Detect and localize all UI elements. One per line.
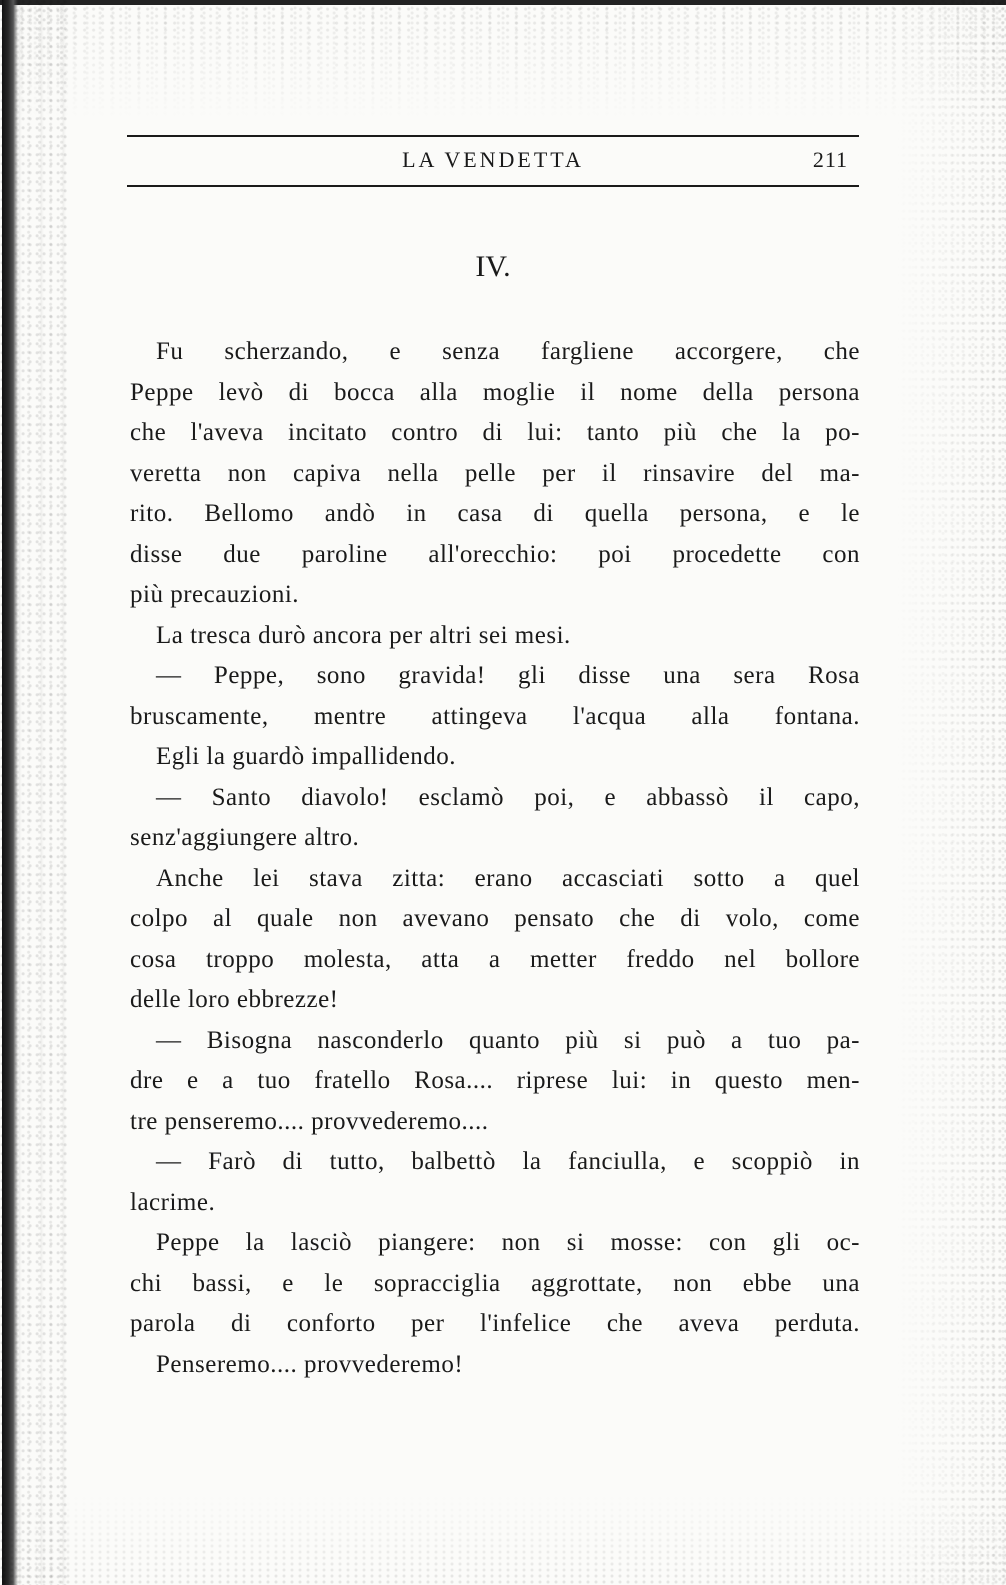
text-line: veretta non capiva nella pelle per il rinsavire del ma- bbox=[130, 459, 860, 487]
scan-top-edge bbox=[0, 0, 1006, 5]
running-title: LA VENDETTA bbox=[402, 147, 584, 172]
text-line: tre penseremo.... provvederemo.... bbox=[130, 1107, 489, 1135]
text-line: — Peppe, sono gravida! gli disse una sera Rosa bbox=[156, 662, 860, 689]
scan-speckle-top bbox=[0, 0, 1006, 120]
text-line: Peppe levò di bocca alla moglie il nome della persona bbox=[130, 378, 860, 406]
text-line: più precauzioni. bbox=[130, 581, 300, 608]
chapter-heading: IV. bbox=[475, 250, 511, 283]
text-line: Fu scherzando, e senza fargliene accorgere, che bbox=[156, 338, 860, 365]
text-line: rito. Bellomo andò in casa di quella persona, e le bbox=[130, 500, 860, 527]
text-line: delle loro ebbrezze! bbox=[130, 986, 339, 1013]
text-line: Penseremo.... provvederemo! bbox=[156, 1350, 464, 1378]
text-line: cosa troppo molesta, atta a metter freddo nel bollore bbox=[130, 945, 860, 973]
text-line: La tresca durò ancora per altri sei mesi. bbox=[156, 621, 571, 649]
page-number: 211 bbox=[812, 147, 848, 172]
text-line: dre e a tuo fratello Rosa.... riprese lui: in questo men- bbox=[130, 1067, 860, 1094]
text-line: Peppe la lasciò piangere: non si mosse: con gli oc- bbox=[156, 1229, 860, 1256]
header-rule-top bbox=[127, 135, 859, 137]
header-rule-bottom bbox=[127, 185, 859, 187]
text-line: parola di conforto per l'infelice che aveva perduta. bbox=[130, 1310, 860, 1337]
text-line: senz'aggiungere altro. bbox=[130, 824, 360, 851]
text-line: — Bisogna nasconderlo quanto più si può a tuo pa- bbox=[156, 1026, 860, 1054]
text-line: Egli la guardò impallidendo. bbox=[156, 743, 457, 770]
text-line: — Farò di tutto, balbettò la fanciulla, e scoppiò in bbox=[156, 1148, 860, 1175]
book-binding-shadow bbox=[2, 0, 18, 1585]
text-line: che l'aveva incitato contro di lui: tanto più che la po- bbox=[130, 419, 860, 446]
text-line: bruscamente, mentre attingeva l'acqua alla fontana. bbox=[130, 702, 860, 730]
text-line: colpo al quale non avevano pensato che di volo, come bbox=[130, 905, 860, 932]
scan-speckle-right bbox=[896, 0, 1006, 1585]
body-text bbox=[130, 332, 860, 1385]
text-line: lacrime. bbox=[130, 1188, 216, 1216]
text-line: Anche lei stava zitta: erano accasciati sotto a quel bbox=[156, 864, 860, 892]
text-line: — Santo diavolo! esclamò poi, e abbassò il capo, bbox=[156, 783, 860, 811]
text-line: disse due paroline all'orecchio: poi procedette con bbox=[130, 540, 860, 568]
scan-speckle-bottom bbox=[0, 1495, 1006, 1585]
text-line: chi bassi, e le sopracciglia aggrottate, non ebbe una bbox=[130, 1269, 860, 1297]
